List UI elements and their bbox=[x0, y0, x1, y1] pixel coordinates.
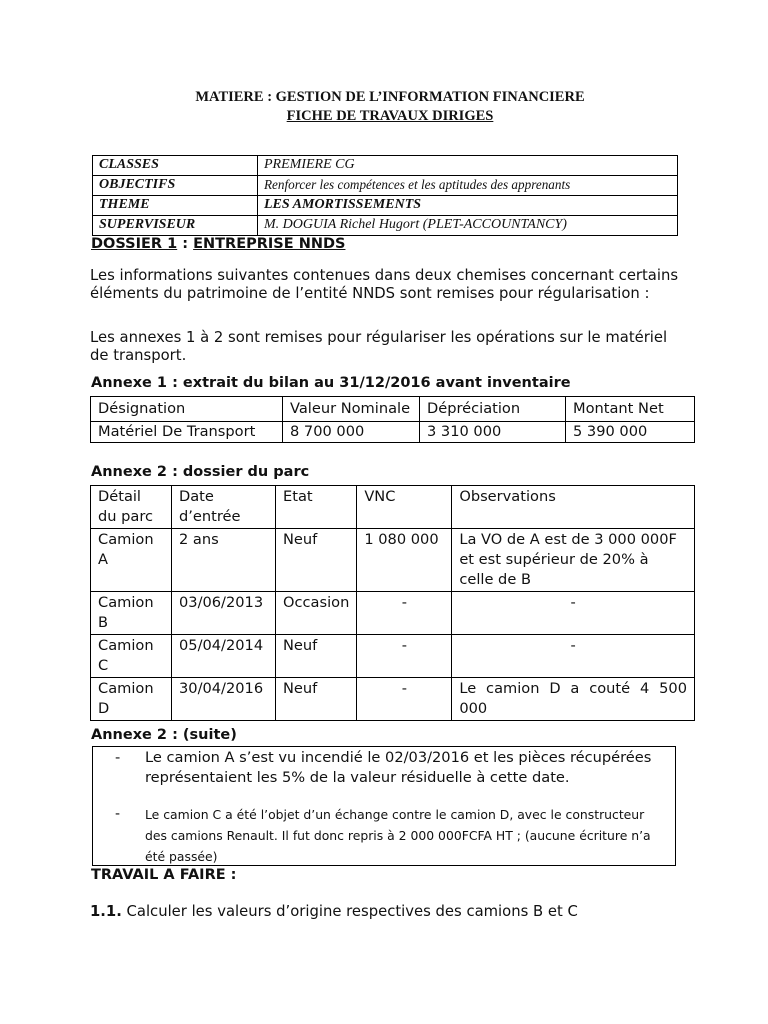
table-row bbox=[93, 156, 678, 176]
travail-title: TRAVAIL A FAIRE : bbox=[91, 867, 237, 883]
table-cell: Occasion bbox=[276, 592, 357, 635]
annex2-suite-title: Annexe 2 : (suite) bbox=[91, 727, 237, 743]
column-header: Date d’entrée bbox=[172, 486, 276, 529]
intro-paragraph-1: Les informations suivantes contenues dans deux chemises concernant certains éléments du patrimoine de l’entité NNDS sont remises pour régularisation : bbox=[90, 267, 679, 302]
table-row bbox=[91, 422, 695, 443]
column-header: Dépréciation bbox=[420, 397, 566, 422]
table-row bbox=[91, 592, 695, 635]
table-cell: 30/04/2016 bbox=[172, 678, 276, 721]
question-number: 1.1. bbox=[90, 903, 122, 920]
table-cell: Camion A bbox=[91, 529, 172, 592]
table-cell: La VO de A est de 3 000 000F et est supérieur de 20% à celle de B bbox=[452, 529, 695, 592]
list-item: Le camion C a été l’objet d’un échange contre le camion D, avec le constructeur des camions Renault. Il fut donc repris à 2 000 000FCFA HT ; (aucune écriture n’a été passée) bbox=[145, 807, 651, 864]
info-key: CLASSES bbox=[93, 156, 258, 176]
table-cell: Le camion D a couté 4 500 000 bbox=[452, 678, 695, 721]
dossier-sep: : bbox=[177, 236, 194, 252]
column-header: Observations bbox=[452, 486, 695, 529]
info-value: M. DOGUIA Richel Hugort (PLET-ACCOUNTANCY) bbox=[258, 216, 678, 236]
annex2-title: Annexe 2 : dossier du parc bbox=[91, 464, 310, 480]
table-cell: 5 390 000 bbox=[566, 422, 695, 443]
table-cell: - bbox=[357, 592, 452, 635]
annex2-suite-box bbox=[92, 746, 676, 866]
table-row bbox=[93, 216, 678, 236]
info-key: SUPERVISEUR bbox=[93, 216, 258, 236]
table-cell: Neuf bbox=[276, 635, 357, 678]
subject-title: MATIERE : GESTION DE L’INFORMATION FINANCIERE bbox=[195, 89, 585, 105]
column-header: Montant Net bbox=[566, 397, 695, 422]
table-cell: 05/04/2014 bbox=[172, 635, 276, 678]
table-cell: Matériel De Transport bbox=[91, 422, 283, 443]
table-cell: 8 700 000 bbox=[283, 422, 420, 443]
table-row bbox=[93, 176, 678, 196]
table-cell: Neuf bbox=[276, 678, 357, 721]
table-cell: 2 ans bbox=[172, 529, 276, 592]
info-value: PREMIERE CG bbox=[258, 156, 678, 176]
table-cell: Neuf bbox=[276, 529, 357, 592]
info-key: OBJECTIFS bbox=[93, 176, 258, 196]
column-header: Détail du parc bbox=[91, 486, 172, 529]
table-cell: - bbox=[452, 592, 695, 635]
table-header-row bbox=[91, 486, 695, 529]
dossier-heading bbox=[91, 236, 345, 252]
table-cell: Camion B bbox=[91, 592, 172, 635]
table-row bbox=[91, 635, 695, 678]
table-header-row bbox=[91, 397, 695, 422]
question-text: Calculer les valeurs d’origine respectives des camions B et C bbox=[121, 903, 578, 920]
table-row bbox=[91, 529, 695, 592]
table-cell: 3 310 000 bbox=[420, 422, 566, 443]
annex1-title: Annexe 1 : extrait du bilan au 31/12/2016 avant inventaire bbox=[91, 375, 571, 391]
dossier-name: ENTREPRISE NNDS bbox=[193, 236, 346, 252]
info-value: LES AMORTISSEMENTS bbox=[258, 196, 678, 216]
table-cell: 1 080 000 bbox=[357, 529, 452, 592]
bullet-dash: - bbox=[115, 806, 121, 822]
column-header: VNC bbox=[357, 486, 452, 529]
question-1 bbox=[90, 903, 680, 921]
worksheet-title: FICHE DE TRAVAUX DIRIGES bbox=[286, 108, 494, 124]
table-row bbox=[91, 678, 695, 721]
table-cell: - bbox=[452, 635, 695, 678]
table-cell: - bbox=[357, 678, 452, 721]
annex1-table bbox=[90, 396, 695, 443]
table-row bbox=[93, 196, 678, 216]
info-table bbox=[92, 155, 678, 236]
info-key: THEME bbox=[93, 196, 258, 216]
bullet-dash: - bbox=[115, 749, 121, 766]
annex2-table bbox=[90, 485, 695, 721]
intro-paragraph-2: Les annexes 1 à 2 sont remises pour régulariser les opérations sur le matériel de transport. bbox=[90, 329, 668, 364]
table-cell: 03/06/2013 bbox=[172, 592, 276, 635]
column-header: Valeur Nominale bbox=[283, 397, 420, 422]
dossier-label: DOSSIER 1 bbox=[91, 236, 178, 252]
column-header: Etat bbox=[276, 486, 357, 529]
table-cell: Camion D bbox=[91, 678, 172, 721]
info-value: Renforcer les compétences et les aptitudes des apprenants bbox=[258, 176, 678, 196]
table-cell: Camion C bbox=[91, 635, 172, 678]
table-cell: - bbox=[357, 635, 452, 678]
list-item: Le camion A s’est vu incendié le 02/03/2016 et les pièces récupérées représentaient les 5% de la valeur résiduelle à cette date. bbox=[145, 749, 652, 786]
column-header: Désignation bbox=[91, 397, 283, 422]
